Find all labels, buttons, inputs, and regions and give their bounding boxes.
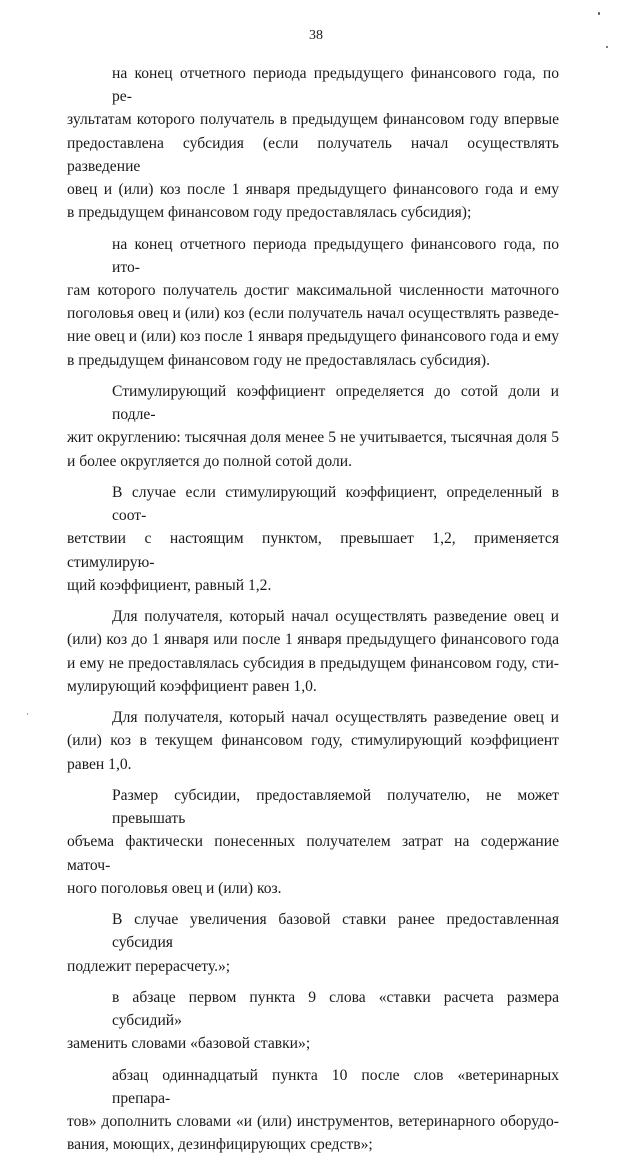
paragraph	[67, 233, 559, 372]
paragraph	[67, 986, 559, 1056]
text-line: Для получателя, который начал осуществлять разведение овец и	[112, 608, 559, 626]
text-line: (или) коз до 1 января или после 1 января предыдущего финансового года	[67, 631, 559, 649]
text-line: в предыдущем финансовом году предоставлялась субсидия);	[67, 204, 472, 222]
paragraph	[67, 706, 559, 776]
paragraph	[67, 784, 559, 900]
text-line: мулирующий коэффициент равен 1,0.	[67, 677, 317, 695]
paragraph	[67, 62, 559, 224]
scan-speck	[598, 12, 600, 15]
scan-speck	[27, 713, 28, 715]
text-line: подлежит перерасчету.»;	[67, 957, 231, 975]
text-line: зультатам которого получатель в предыдущем финансовом году впервые	[67, 111, 559, 129]
text-line: Стимулирующий коэффициент определяется до сотой доли и подле-	[112, 383, 559, 424]
text-line: вания, моющих, дезинфицирующих средств»;	[67, 1136, 373, 1154]
paragraph	[67, 380, 559, 473]
text-line: в абзаце первом пункта 9 слова «ставки расчета размера субсидий»	[112, 989, 559, 1030]
text-line: на конец отчетного периода предыдущего финансового года, по ре-	[112, 65, 559, 106]
text-line: в предыдущем финансовом году не предоставлялась субсидия).	[67, 351, 491, 369]
text-line: равен 1,0.	[67, 755, 132, 773]
text-line: В случае если стимулирующий коэффициент, определенный в соот-	[112, 484, 559, 525]
text-line: ветствии с настоящим пунктом, превышает 1,2, применяется стимулирую-	[67, 530, 559, 571]
text-line: тов» дополнить словами «и (или) инструментов, ветеринарного оборудо-	[67, 1113, 559, 1131]
text-line: объема фактически понесенных получателем затрат на содержание маточ-	[67, 833, 559, 874]
page-number: 38	[309, 28, 323, 43]
text-line: поголовья овец и (или) коз (если получатель начал осуществлять разведе-	[67, 305, 559, 323]
text-line: и более округляется до полной сотой доли.	[67, 452, 352, 470]
scan-speck	[606, 46, 608, 48]
text-line: жит округлению: тысячная доля менее 5 не учитывается, тысячная доля 5	[67, 429, 559, 447]
paragraph	[67, 1064, 559, 1157]
text-line: ние овец и (или) коз после 1 января предыдущего финансового года и ему	[67, 328, 559, 346]
text-line: на конец отчетного периода предыдущего финансового года, по ито-	[112, 235, 559, 276]
text-line: гам которого получатель достиг максимальной численности маточного	[67, 282, 559, 300]
text-line: Размер субсидии, предоставляемой получателю, не может превышать	[112, 787, 559, 828]
text-line: щий коэффициент, равный 1,2.	[67, 576, 272, 594]
text-line: ного поголовья овец и (или) коз.	[67, 879, 282, 897]
text-line: предоставлена субсидия (если получатель начал осуществлять разведение	[67, 134, 559, 175]
paragraph	[67, 605, 559, 698]
text-line: овец и (или) коз после 1 января предыдущего финансового года и ему	[67, 181, 559, 199]
text-line: Для получателя, который начал осуществлять разведение овец и	[112, 709, 559, 727]
paragraph	[67, 908, 559, 978]
text-line: абзац одиннадцатый пункта 10 после слов «ветеринарных препара-	[112, 1066, 559, 1108]
text-line: В случае увеличения базовой ставки ранее предоставленная субсидия	[112, 911, 559, 952]
text-line: заменить словами «базовой ставки»;	[67, 1035, 311, 1053]
text-line: и ему не предоставлялась субсидия в предыдущем финансовом году, сти-	[67, 654, 559, 672]
text-line: (или) коз в текущем финансовом году, стимулирующий коэффициент	[67, 732, 559, 750]
document-body	[67, 62, 559, 1165]
paragraph	[67, 481, 559, 597]
